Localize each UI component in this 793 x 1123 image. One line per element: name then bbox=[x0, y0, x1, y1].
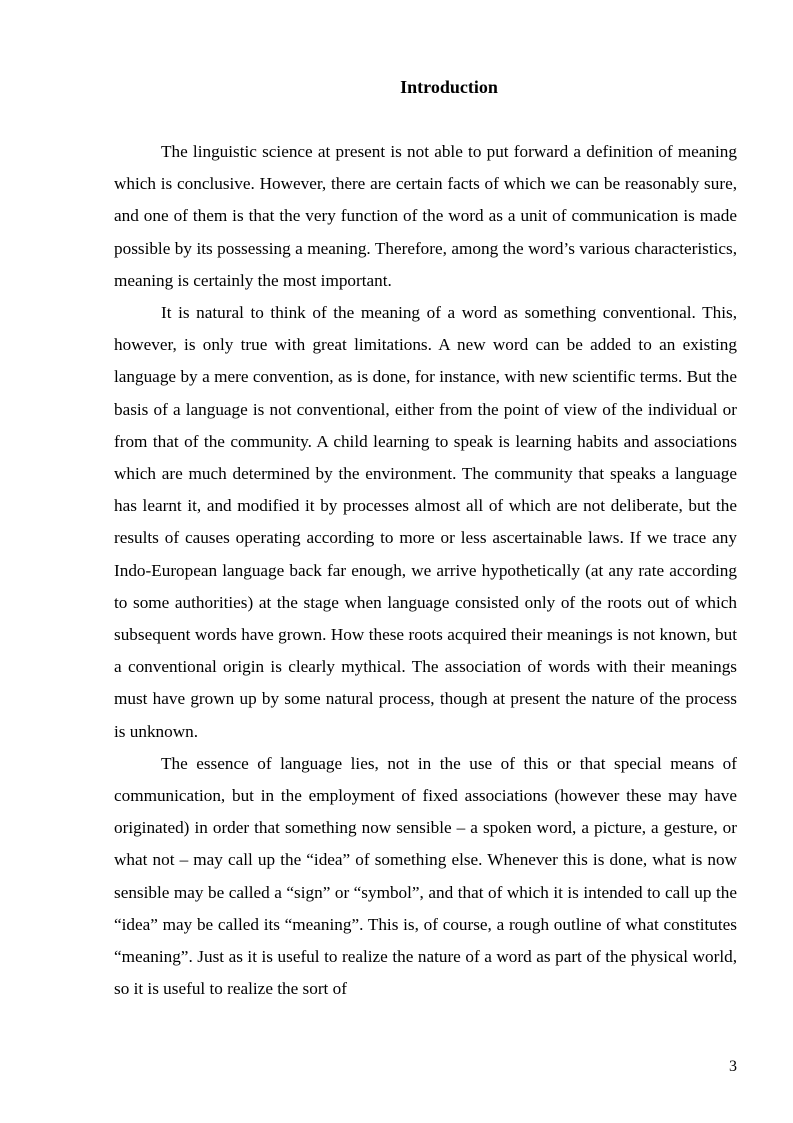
paragraph-2: It is natural to think of the meaning of a word as something conventional. This, however, is only true with great limitations. A new word can be added to an existing language by a mere convention, as is done, for instance, with new scientific terms. But the basis of a language is not conventional, either from the point of view of the individual or from that of the community. A child learning to speak is learning habits and associations which are much determined by the environment. The community that speaks a language has learnt it, and modified it by processes almost all of which are not deliberate, but the results of causes operating according to more or less ascertainable laws. If we trace any Indo-European language back far enough, we arrive hypothetically (at any rate according to some authorities) at the stage when language consisted only of the roots out of which subsequent words have grown. How these roots acquired their meanings is not known, but a conventional origin is clearly mythical. The association of words with their meanings must have grown up by some natural process, though at present the nature of the process is unknown. bbox=[114, 303, 737, 741]
paragraph-1: The linguistic science at present is not able to put forward a definition of meaning which is conclusive. However, there are certain facts of which we can be reasonably sure, and one of them is that the very function of the word as a unit of communication is made possible by its possessing a meaning. Therefore, among the word’s various characteristics, meaning is certainly the most important. bbox=[114, 142, 737, 290]
paragraph-3: The essence of language lies, not in the use of this or that special means of communication, but in the employment of fixed associations (however these may have originated) in order that something now sensible – a spoken word, a picture, a gesture, or what not – may call up the “idea” of something else. Whenever this is done, what is now sensible may be called a “sign” or “symbol”, and that of which it is intended to call up the “idea” may be called its “meaning”. This is, of course, a rough outline of what constitutes “meaning”. Just as it is useful to realize the nature of a word as part of the physical world, so it is useful to realize the sort of bbox=[114, 753, 737, 999]
page-title: Introduction bbox=[400, 77, 498, 97]
page-number: 3 bbox=[729, 1058, 737, 1075]
body-text bbox=[114, 136, 737, 1005]
